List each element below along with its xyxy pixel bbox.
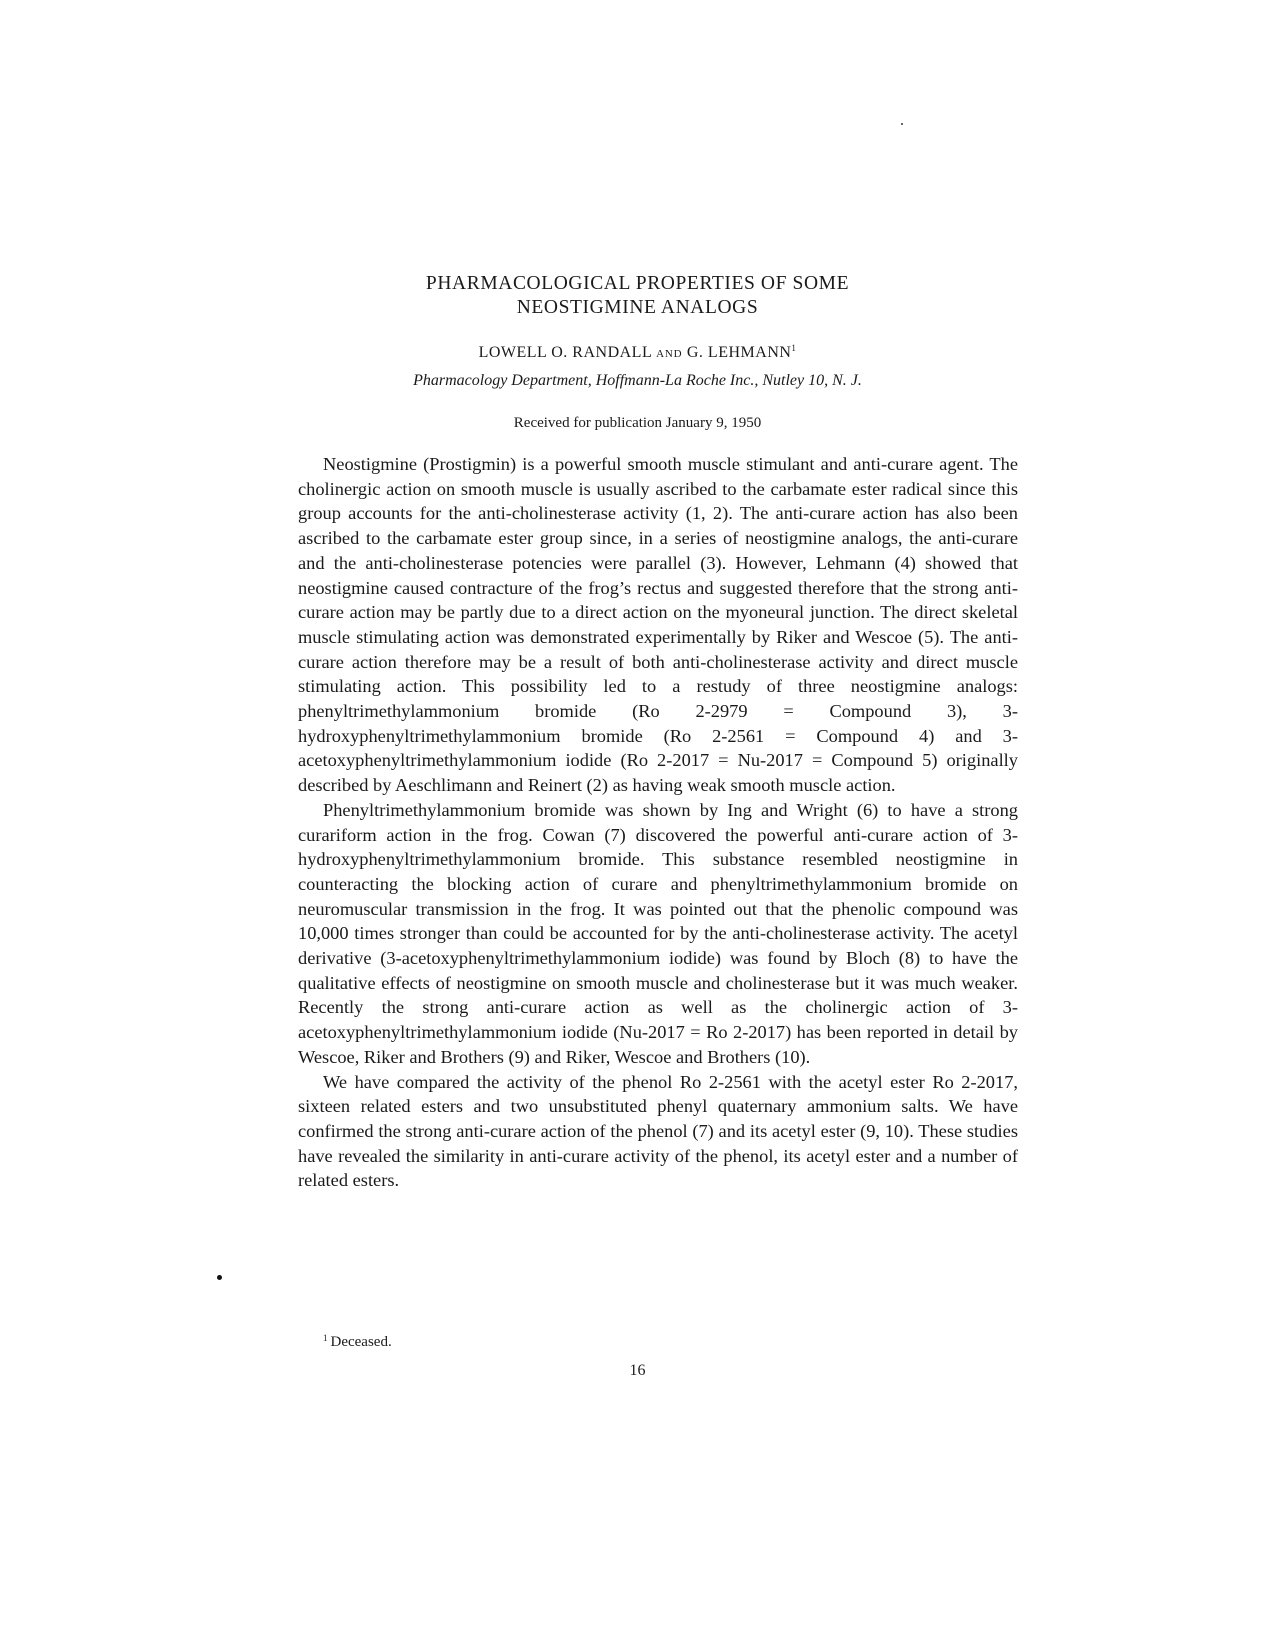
affiliation: Pharmacology Department, Hoffmann-La Roche Inc., Nutley 10, N. J. (413, 372, 862, 389)
body-paragraph: We have compared the activity of the phenol Ro 2-2561 with the acetyl ester Ro 2-2017, sixteen related esters and two unsubstituted phenyl quaternary ammonium salts. We have confirmed the strong anti-curare action of the phenol (7) and its acetyl ester (9, 10). These studies have revealed the similarity in anti-curare activity of the phenol, its acetyl ester and a number of related esters. (298, 1071, 1018, 1191)
author-name: G. LEHMANN (686, 344, 792, 361)
author-name: LOWELL O. RANDALL (478, 344, 652, 361)
article-title (0, 272, 1275, 320)
footnote-marker: 1 (791, 343, 797, 353)
page-number: 16 (629, 1362, 646, 1379)
title-line: PHARMACOLOGICAL PROPERTIES OF SOME (425, 273, 850, 294)
footnote-text: Deceased. (330, 1334, 392, 1350)
received-date: Received for publication January 9, 1950 (513, 415, 762, 431)
article-body (298, 452, 1018, 1193)
footnote-mark: 1 (323, 1333, 328, 1343)
author-line (0, 343, 1275, 362)
title-line: NEOSTIGMINE ANALOGS (516, 297, 759, 318)
body-paragraph: Neostigmine (Prostigmin) is a powerful smooth muscle stimulant and anti-curare agent. The cholinergic action on smooth muscle is usually ascribed to the carbamate ester radical since this group accounts for the anti-cholinesterase activity (1, 2). The anti-curare action has also been ascribed to the carbamate ester group since, in a series of neostigmine analogs, the anti-curare and the anti-cholinesterase potencies were parallel (3). However, Lehmann (4) showed that neostigmine caused contracture of the frog’s rectus and suggested therefore that the strong anti-curare action may be partly due to a direct action on the myoneural junction. The direct skeletal muscle stimulating action was demonstrated experimentally by Riker and Wescoe (5). The anti-curare action therefore may be a result of both anti-cholinesterase activity and direct muscle stimulating action. This possibility led to a restudy of three neostigmine analogs: phenyltrimethylammonium bromide (Ro 2-2979 = Compound 3), 3-hydroxyphenyltrimethylammonium bromide (Ro 2-2561 = Compound 4) and 3-acetoxyphenyltrimethylammonium iodide (Ro 2-2017 = Nu-2017 = Compound 5) originally described by Aeschlimann and Reinert (2) as having weak smooth muscle action. (298, 454, 1018, 796)
scan-speck (901, 123, 903, 125)
author-conjunction: AND (656, 348, 683, 360)
scan-speck (217, 1275, 222, 1280)
footnote (323, 1333, 392, 1351)
body-paragraph: Phenyltrimethylammonium bromide was shown by Ing and Wright (6) to have a strong curariform action in the frog. Cowan (7) discovered the powerful anti-curare action of 3-hydroxyphenyltrimethylammonium bromide. This substance resembled neostigmine in counteracting the blocking action of curare and phenyltrimethylammonium bromide on neuromuscular transmission in the frog. It was pointed out that the phenolic compound was 10,000 times stronger than could be accounted for by the anti-cholinesterase activity. The acetyl derivative (3-acetoxyphenyltrimethylammonium iodide) was found by Bloch (8) to have the qualitative effects of neostigmine on smooth muscle and cholinesterase but it was much weaker. Recently the strong anti-curare action as well as the cholinergic action of 3-acetoxyphenyltrimethylammonium iodide (Nu-2017 = Ro 2-2017) has been reported in detail by Wescoe, Riker and Brothers (9) and Riker, Wescoe and Brothers (10). (298, 799, 1018, 1067)
